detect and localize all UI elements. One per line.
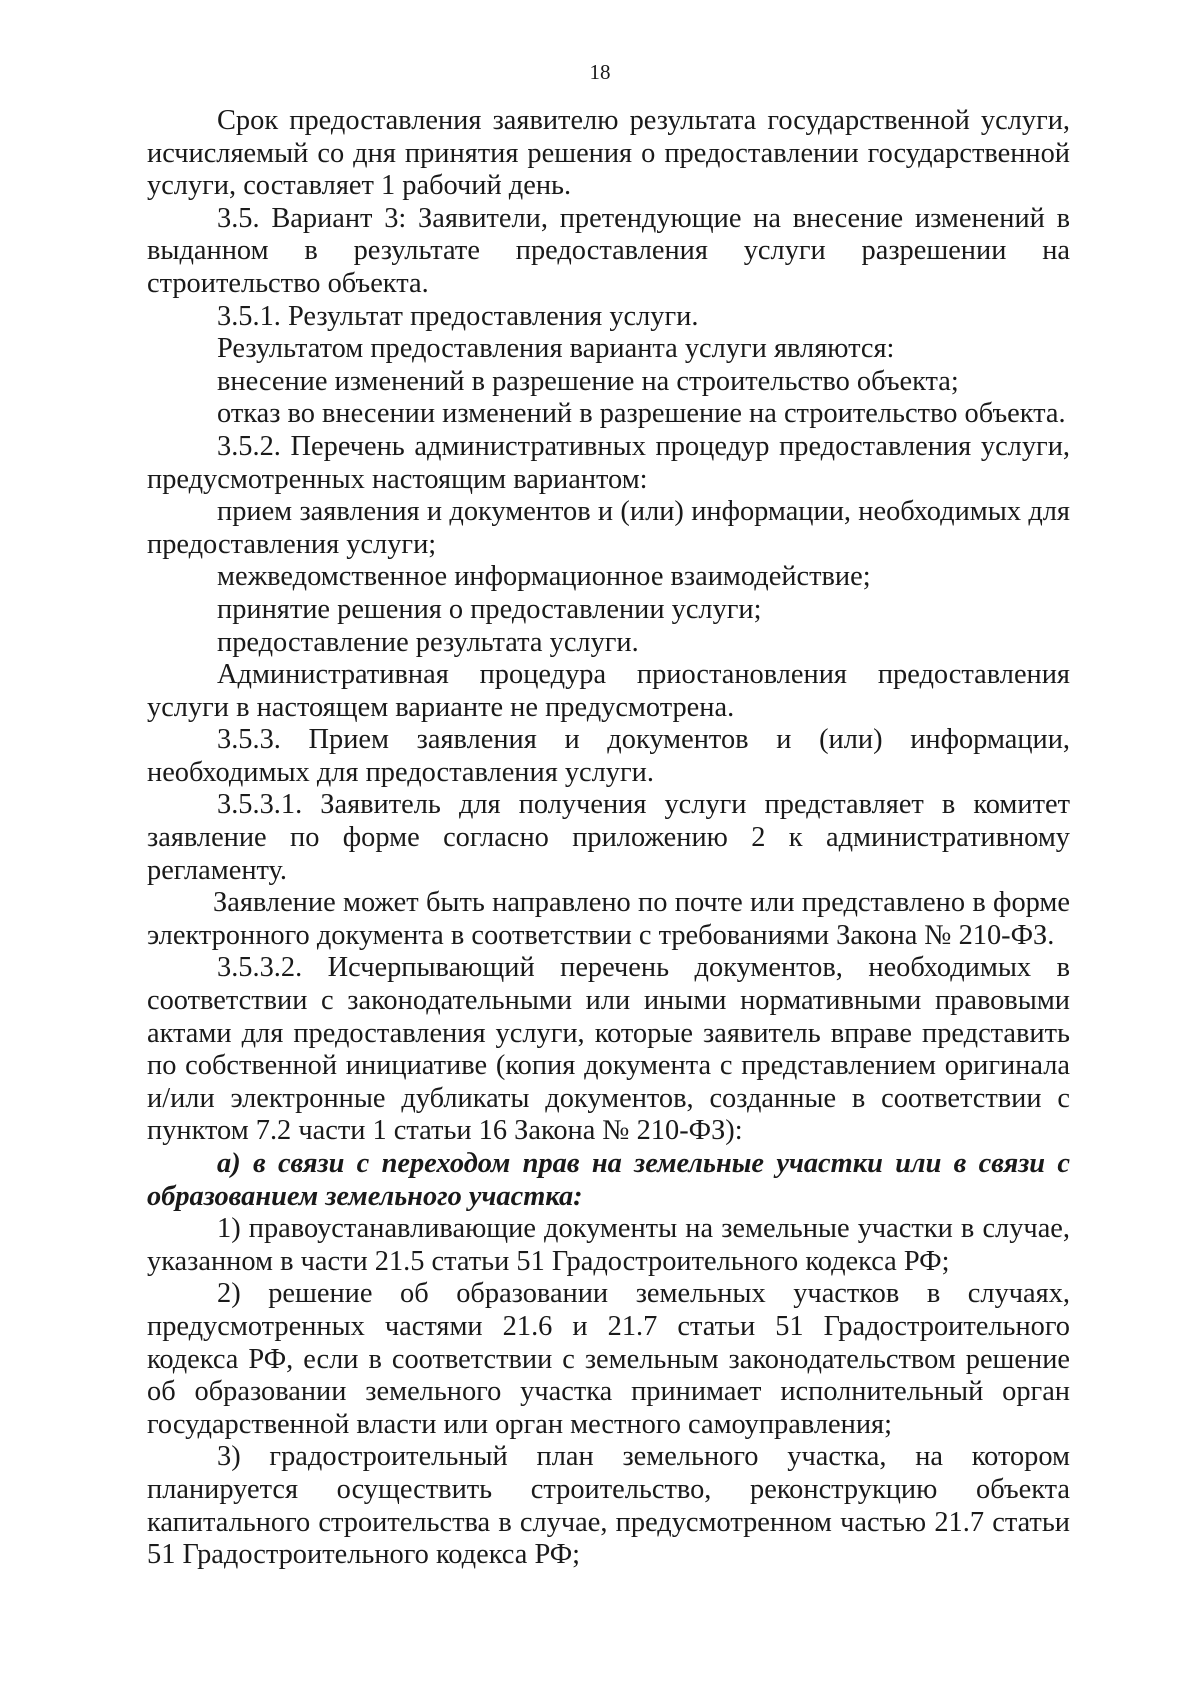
list-item: прием заявления и документов и (или) информации, необходимых для предоставления услуги; <box>147 496 1070 560</box>
list-item: внесение изменений в разрешение на строительство объекта; <box>217 365 959 397</box>
list-item: предоставление результата услуги. <box>217 626 639 658</box>
paragraph: Заявление может быть направлено по почте или представлено в форме электронного документа в соответствии с требованиями Закона № 210-ФЗ. <box>147 887 1070 951</box>
paragraph: Срок предоставления заявителю результата государственной услуги, исчисляемый со дня принятия решения о предоставлении государственной услуги, составляет 1 рабочий день. <box>147 105 1070 202</box>
list-item: принятие решения о предоставлении услуги; <box>217 593 762 625</box>
list-item: 2) решение об образовании земельных участков в случаях, предусмотренных частями 21.6 и 21.7 статьи 51 Градостроительного кодекса РФ, если в соответствии с земельным законодательством решение об образовании земельного участка принимает исполнительный орган государственной власти или орган местного самоуправления; <box>147 1278 1070 1440</box>
list-item: межведомственное информационное взаимодействие; <box>217 561 871 593</box>
paragraph: 3.5.3.1. Заявитель для получения услуги представляет в комитет заявление по форме согласно приложению 2 к административному регламенту. <box>147 789 1070 886</box>
list-item: 3) градостроительный план земельного участка, на котором планируется осуществить строительство, реконструкцию объекта капитального строительства в случае, предусмотренном частью 21.7 статьи 51 Градостроительного кодекса РФ; <box>147 1441 1070 1571</box>
page-number: 18 <box>589 60 611 84</box>
section-heading: 3.5.2. Перечень административных процедур предоставления услуги, предусмотренных настоящим вариантом: <box>147 430 1070 495</box>
paragraph: Административная процедура приостановления предоставления услуги в настоящем варианте не предусмотрена. <box>147 659 1070 723</box>
list-item: 1) правоустанавливающие документы на земельные участки в случае, указанном в части 21.5 статьи 51 Градостроительного кодекса РФ; <box>147 1213 1070 1277</box>
section-heading: 3.5.1. Результат предоставления услуги. <box>217 300 699 332</box>
document-body <box>147 105 1070 1572</box>
list-item: отказ во внесении изменений в разрешение на строительство объекта. <box>217 398 1066 430</box>
paragraph: 3.5.3.2. Исчерпывающий перечень документов, необходимых в соответствии с законодательными или иными нормативными правовыми актами для предоставления услуги, которые заявитель вправе представить по собственной инициативе (копия документа с представлением оригинала и/или электронные дубликаты документов, созданные в соответствии с пунктом 7.2 части 1 статьи 16 Закона № 210-ФЗ): <box>147 952 1070 1147</box>
subheading-emphasis: а) в связи с переходом прав на земельные участки или в связи с образованием земельного участка: <box>147 1148 1070 1212</box>
section-heading: 3.5.3. Прием заявления и документов и (или) информации, необходимых для предоставления услуги. <box>147 724 1070 788</box>
paragraph: Результатом предоставления варианта услуги являются: <box>217 333 895 365</box>
section-heading: 3.5. Вариант 3: Заявители, претендующие на внесение изменений в выданном в результате предоставления услуги разрешении на строительство объекта. <box>147 202 1070 299</box>
